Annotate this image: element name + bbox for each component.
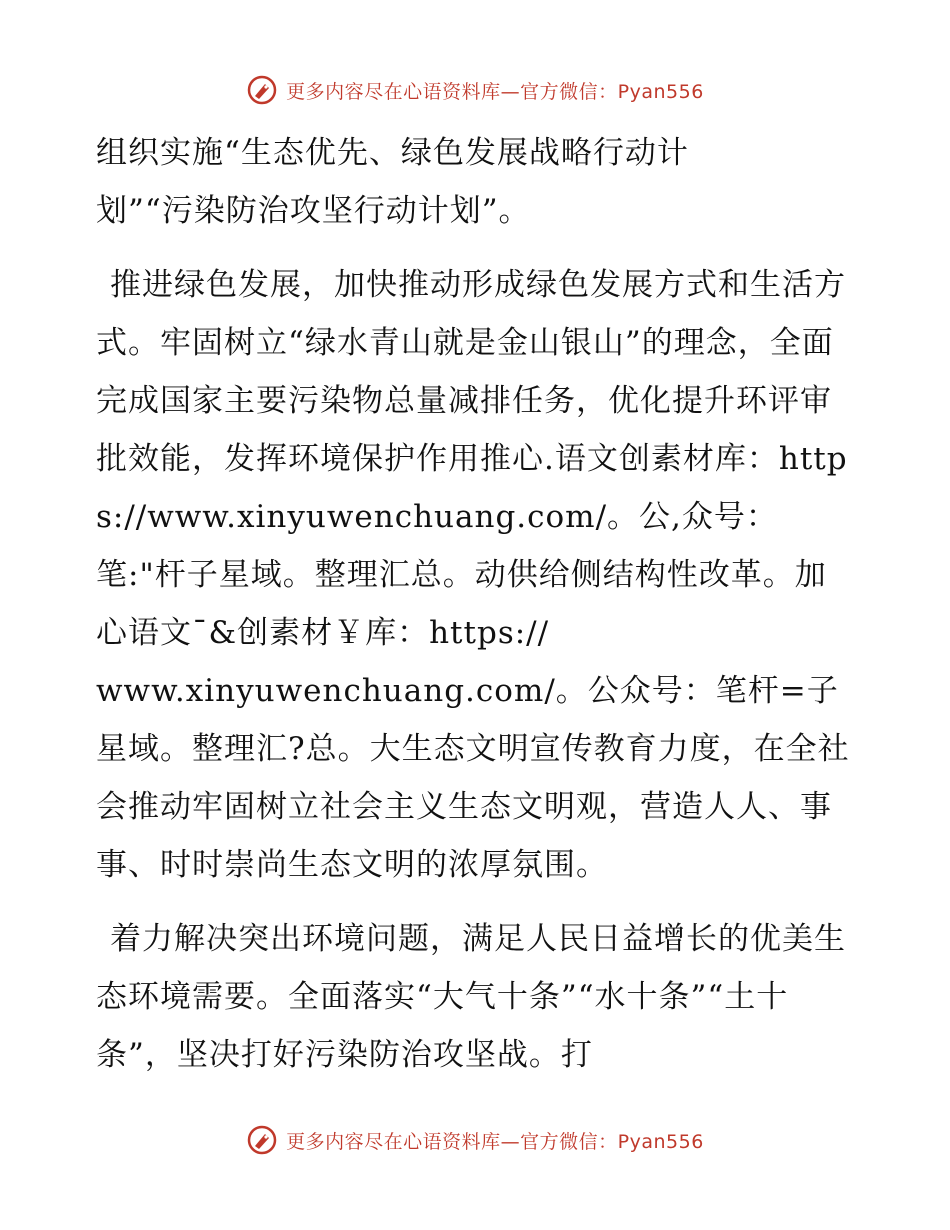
pen-nib-logo-icon bbox=[246, 74, 278, 106]
page-header bbox=[0, 70, 950, 110]
header-banner-text: 更多内容尽在心语资料库—官方微信：Pyan556 bbox=[286, 80, 704, 103]
document-body bbox=[96, 124, 856, 1100]
footer-banner-text: 更多内容尽在心语资料库—官方微信：Pyan556 bbox=[286, 1130, 704, 1153]
pen-nib-logo-icon bbox=[246, 1124, 278, 1156]
paragraph-3: 着力解决突出环境问题，满足人民日益增长的优美生态环境需要。全面落实“大气十条”“水十条”“土十条”，坚决打好污染防治攻坚战。打 bbox=[96, 921, 846, 1073]
page-footer bbox=[0, 1120, 950, 1160]
paragraph-1: 组织实施“生态优先、绿色发展战略行动计 划”“污染防治攻坚行动计划”。 bbox=[96, 135, 689, 229]
paragraph-2: 推进绿色发展，加快推动形成绿色发展方式和生活方式。牢固树立“绿水青山就是金山银山”的理念，全面完成国家主要污染物总量减排任务，优化提升环评审批效能，发挥环境保护作用推心.语文创素材库：https://www.xinyuwenchuang.com/。公,众号：笔:"杆子星域。整理汇总。动供给侧结构性改革。加心语文¯&创素材￥库：https:// www.xinyuwenchuang.com/。公众号：笔杆=子星域。整理汇?总。大生态文明宣传教育力度，在全社会推动牢固树立社会主义生态文明观，营造人人、事事、时时崇尚生态文明的浓厚氛围。 bbox=[96, 267, 850, 883]
